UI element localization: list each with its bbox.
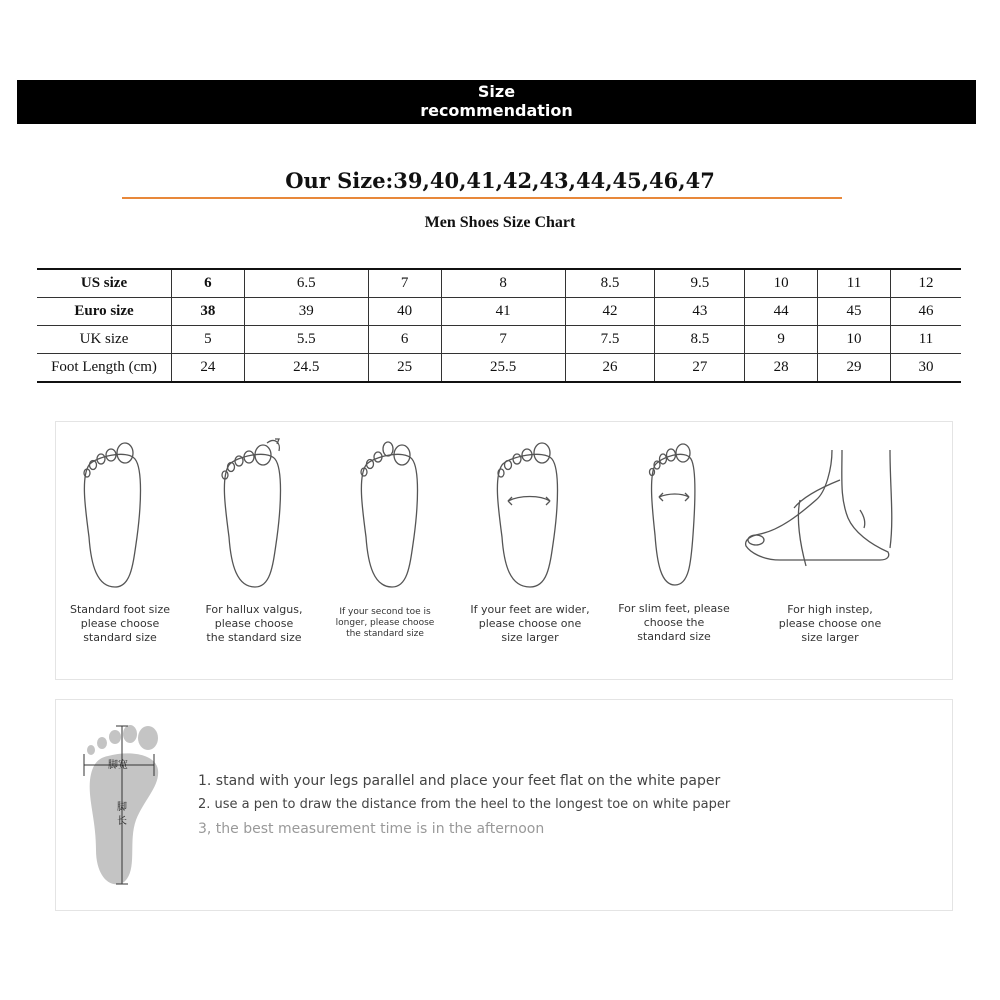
table-cell: 9 xyxy=(745,326,818,354)
caption-line: For high instep, xyxy=(787,603,873,616)
foot-length-label-1: 脚 xyxy=(117,802,127,813)
table-cell: 39 xyxy=(244,298,368,326)
caption-line: If your feet are wider, xyxy=(470,603,590,616)
chart-title: Men Shoes Size Chart xyxy=(424,214,576,231)
slim-foot-icon xyxy=(635,437,715,592)
table-cell: 24.5 xyxy=(244,354,368,383)
caption-line: size larger xyxy=(801,631,859,644)
accent-divider xyxy=(122,197,842,199)
standard-foot-icon xyxy=(75,437,155,592)
table-cell: 29 xyxy=(818,354,891,383)
caption-line: For hallux valgus, xyxy=(205,603,303,616)
hallux-valgus-foot-icon xyxy=(215,435,295,592)
caption-line: Standard foot size xyxy=(69,603,170,616)
foot-caption-second-toe xyxy=(315,607,455,640)
table-cell: 6 xyxy=(368,326,441,354)
caption-line: please choose one xyxy=(778,617,882,630)
caption-line: For slim feet, please xyxy=(618,602,730,615)
banner-title xyxy=(17,82,976,120)
foot-caption-wide xyxy=(460,603,600,645)
footprint-measure-icon xyxy=(78,720,168,890)
table-cell: 7 xyxy=(368,269,441,298)
caption-line: longer, please choose xyxy=(335,618,435,628)
table-cell: 12 xyxy=(890,269,961,298)
row-label: Foot Length (cm) xyxy=(37,354,172,383)
table-row-foot-length xyxy=(37,354,961,383)
foot-caption-hallux-valgus xyxy=(184,603,324,645)
caption-line: please choose xyxy=(214,617,294,630)
table-cell: 44 xyxy=(745,298,818,326)
caption-line: standard size xyxy=(83,631,157,644)
table-cell: 8 xyxy=(441,269,565,298)
table-cell: 38 xyxy=(172,298,245,326)
measure-step-2: 2. use a pen to draw the distance from the heel to the longest toe on white paper xyxy=(198,797,731,812)
table-cell: 24 xyxy=(172,354,245,383)
table-cell: 26 xyxy=(565,354,655,383)
foot-caption-high-instep xyxy=(760,603,900,645)
row-label: Euro size xyxy=(37,298,172,326)
banner-title-line1: Size xyxy=(477,82,516,101)
table-cell: 28 xyxy=(745,354,818,383)
caption-line: size larger xyxy=(501,631,559,644)
table-cell: 25.5 xyxy=(441,354,565,383)
table-cell: 25 xyxy=(368,354,441,383)
caption-line: the standard size xyxy=(206,631,302,644)
caption-line: the standard size xyxy=(346,629,424,639)
table-cell: 9.5 xyxy=(655,269,745,298)
table-row-uk xyxy=(37,326,961,354)
table-cell: 10 xyxy=(818,326,891,354)
row-label: US size xyxy=(37,269,172,298)
table-row-us xyxy=(37,269,961,298)
table-cell: 10 xyxy=(745,269,818,298)
table-cell: 30 xyxy=(890,354,961,383)
foot-caption-slim xyxy=(604,602,744,644)
row-label: UK size xyxy=(37,326,172,354)
table-cell: 11 xyxy=(818,269,891,298)
long-second-toe-foot-icon xyxy=(352,437,432,592)
table-cell: 5.5 xyxy=(244,326,368,354)
table-cell: 6.5 xyxy=(244,269,368,298)
banner-title-line2: recommendation xyxy=(420,101,573,120)
table-cell: 6 xyxy=(172,269,245,298)
table-cell: 42 xyxy=(565,298,655,326)
size-recommendation-banner xyxy=(17,80,976,124)
wide-foot-icon xyxy=(490,437,570,592)
foot-width-label: 脚宽 xyxy=(108,760,128,771)
our-size-heading: Our Size:39,40,41,42,43,44,45,46,47 xyxy=(285,168,715,193)
caption-line: standard size xyxy=(637,630,711,643)
table-cell: 5 xyxy=(172,326,245,354)
table-cell: 11 xyxy=(890,326,961,354)
caption-line: please choose xyxy=(80,617,160,630)
table-cell: 43 xyxy=(655,298,745,326)
size-chart-table xyxy=(37,268,961,383)
table-cell: 40 xyxy=(368,298,441,326)
table-cell: 45 xyxy=(818,298,891,326)
high-instep-foot-icon xyxy=(740,448,900,573)
table-cell: 8.5 xyxy=(655,326,745,354)
caption-line: please choose one xyxy=(478,617,582,630)
foot-length-label-2: 长 xyxy=(117,816,127,827)
measure-step-3: 3, the best measurement time is in the afternoon xyxy=(198,821,545,837)
foot-caption-standard xyxy=(50,603,190,645)
table-cell: 7.5 xyxy=(565,326,655,354)
table-cell: 8.5 xyxy=(565,269,655,298)
caption-line: choose the xyxy=(643,616,705,629)
caption-line: If your second toe is xyxy=(339,607,431,617)
table-cell: 27 xyxy=(655,354,745,383)
table-row-euro xyxy=(37,298,961,326)
table-cell: 41 xyxy=(441,298,565,326)
measure-step-1: 1. stand with your legs parallel and place your feet flat on the white paper xyxy=(198,773,721,789)
table-cell: 46 xyxy=(890,298,961,326)
table-cell: 7 xyxy=(441,326,565,354)
